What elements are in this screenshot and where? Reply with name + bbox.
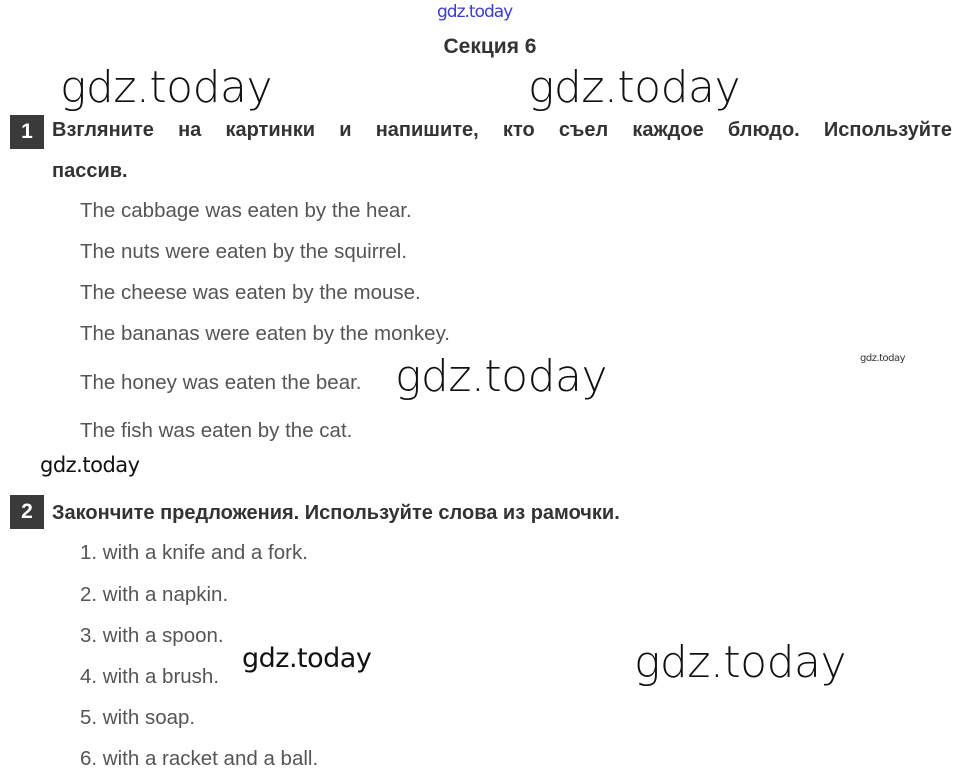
task-1-instruction-line-1: Взгляните на картинки и напишите, кто съел каждое блюдо. Используйте [52,119,952,141]
task-2-answer-1: 1. with a knife and a fork. [80,541,308,564]
task-1-instruction-line-2: пассив. [52,160,128,182]
task-1-answer-3: The cheese was eaten by the mouse. [80,281,421,304]
watermark-section-2-small: gdz.today [242,643,372,674]
task-2-number-badge: 2 [10,495,44,529]
watermark-large-left: gdz.today [60,62,273,113]
task-2-answer-5: 5. with soap. [80,706,196,729]
task-1-answer-1: The cabbage was eaten by the hear. [80,199,412,222]
task-1-answer-2: The nuts were eaten by the squirrel. [80,240,408,263]
task-1-answer-5: The honey was eaten the bear. [80,371,362,394]
watermark-large-right: gdz.today [528,62,741,113]
task-2-answer-2: 2. with a napkin. [80,583,229,606]
watermark-top: gdz.today [437,2,513,22]
task-1-number-badge: 1 [10,115,44,149]
task-2-answer-4: 4. with a brush. [80,665,220,688]
task-2-instruction: Закончите предложения. Используйте слова из рамочки. [52,502,620,524]
watermark-middle: gdz.today [395,351,608,402]
task-1-answer-6: The fish was eaten by the cat. [80,419,353,442]
task-1-answer-4: The bananas were eaten by the monkey. [80,322,450,345]
task-2-answer-3: 3. with a spoon. [80,624,224,647]
task-2-answer-6: 6. with a racket and a ball. [80,747,319,770]
watermark-left: gdz.today [40,453,140,477]
watermark-section-2-large: gdz.today [634,637,847,688]
watermark-small-right: gdz.today [860,353,906,364]
section-title: Секция 6 [443,35,537,58]
